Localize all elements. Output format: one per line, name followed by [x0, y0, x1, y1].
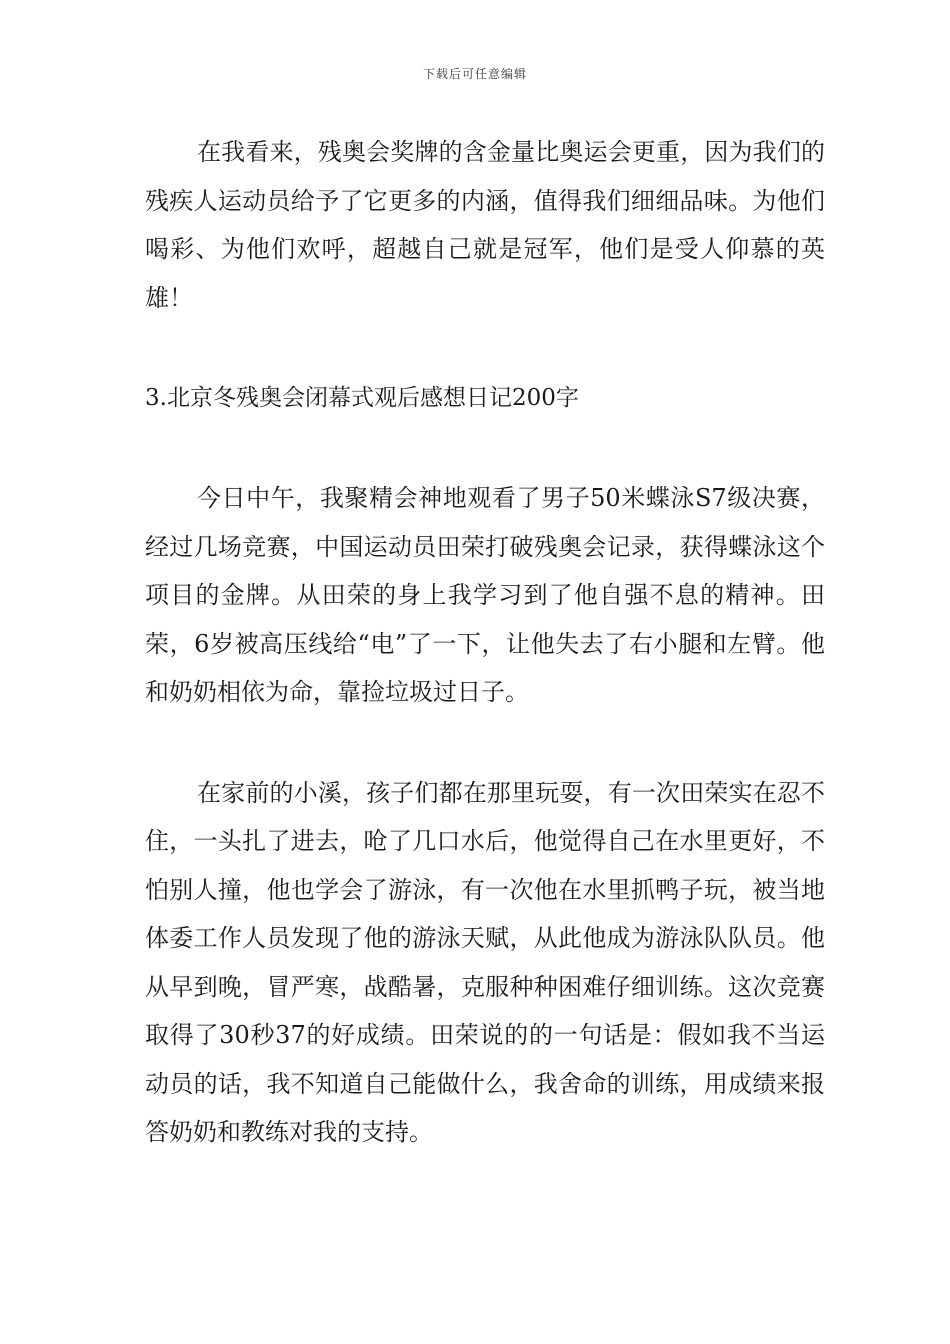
section-heading: 3.北京冬残奥会闭幕式观后感想日记200字 [145, 385, 579, 411]
header-note: 下载后可任意编辑 [422, 67, 527, 81]
document-body [145, 128, 825, 1157]
paragraph-3: 在家前的小溪，孩子们都在那里玩耍，有一次田荣实在忍不住，一头扎了进去，呛了几口水后，他觉得自己在水里更好，不怕别人撞，他也学会了游泳，有一次他在水里抓鸭子玩，被当地体委工作人员发现了他的游泳天赋，从此他成为游泳队队员。他从早到晚，冒严寒，战酷暑，克服种种困难仔细训练。这次竞赛取得了30秒37的好成绩。田荣说的的一句话是：假如我不当运动员的话，我不知道自己能做什么，我舍命的训练，用成绩来报答奶奶和教练对我的支持。 [145, 778, 825, 1146]
paragraph-1: 在我看来，残奥会奖牌的含金量比奥运会更重，因为我们的残疾人运动员给予了它更多的内涵，值得我们细细品味。为他们喝彩、为他们欢呼，超越自己就是冠军，他们是受人仰慕的英雄！ [145, 138, 825, 312]
paragraph-2: 今日中午，我聚精会神地观看了男子50米蝶泳S7级决赛，经过几场竞赛，中国运动员田荣打破残奥会记录，获得蝶泳这个项目的金牌。从田荣的身上我学习到了他自强不息的精神。田荣，6岁被高压线给“电”了一下，让他失去了右小腿和左臂。他和奶奶相依为命，靠捡垃圾过日子。 [145, 484, 825, 706]
paragraph-spacer [145, 322, 825, 374]
paragraph-spacer [145, 717, 825, 769]
paragraph-spacer [145, 422, 825, 474]
